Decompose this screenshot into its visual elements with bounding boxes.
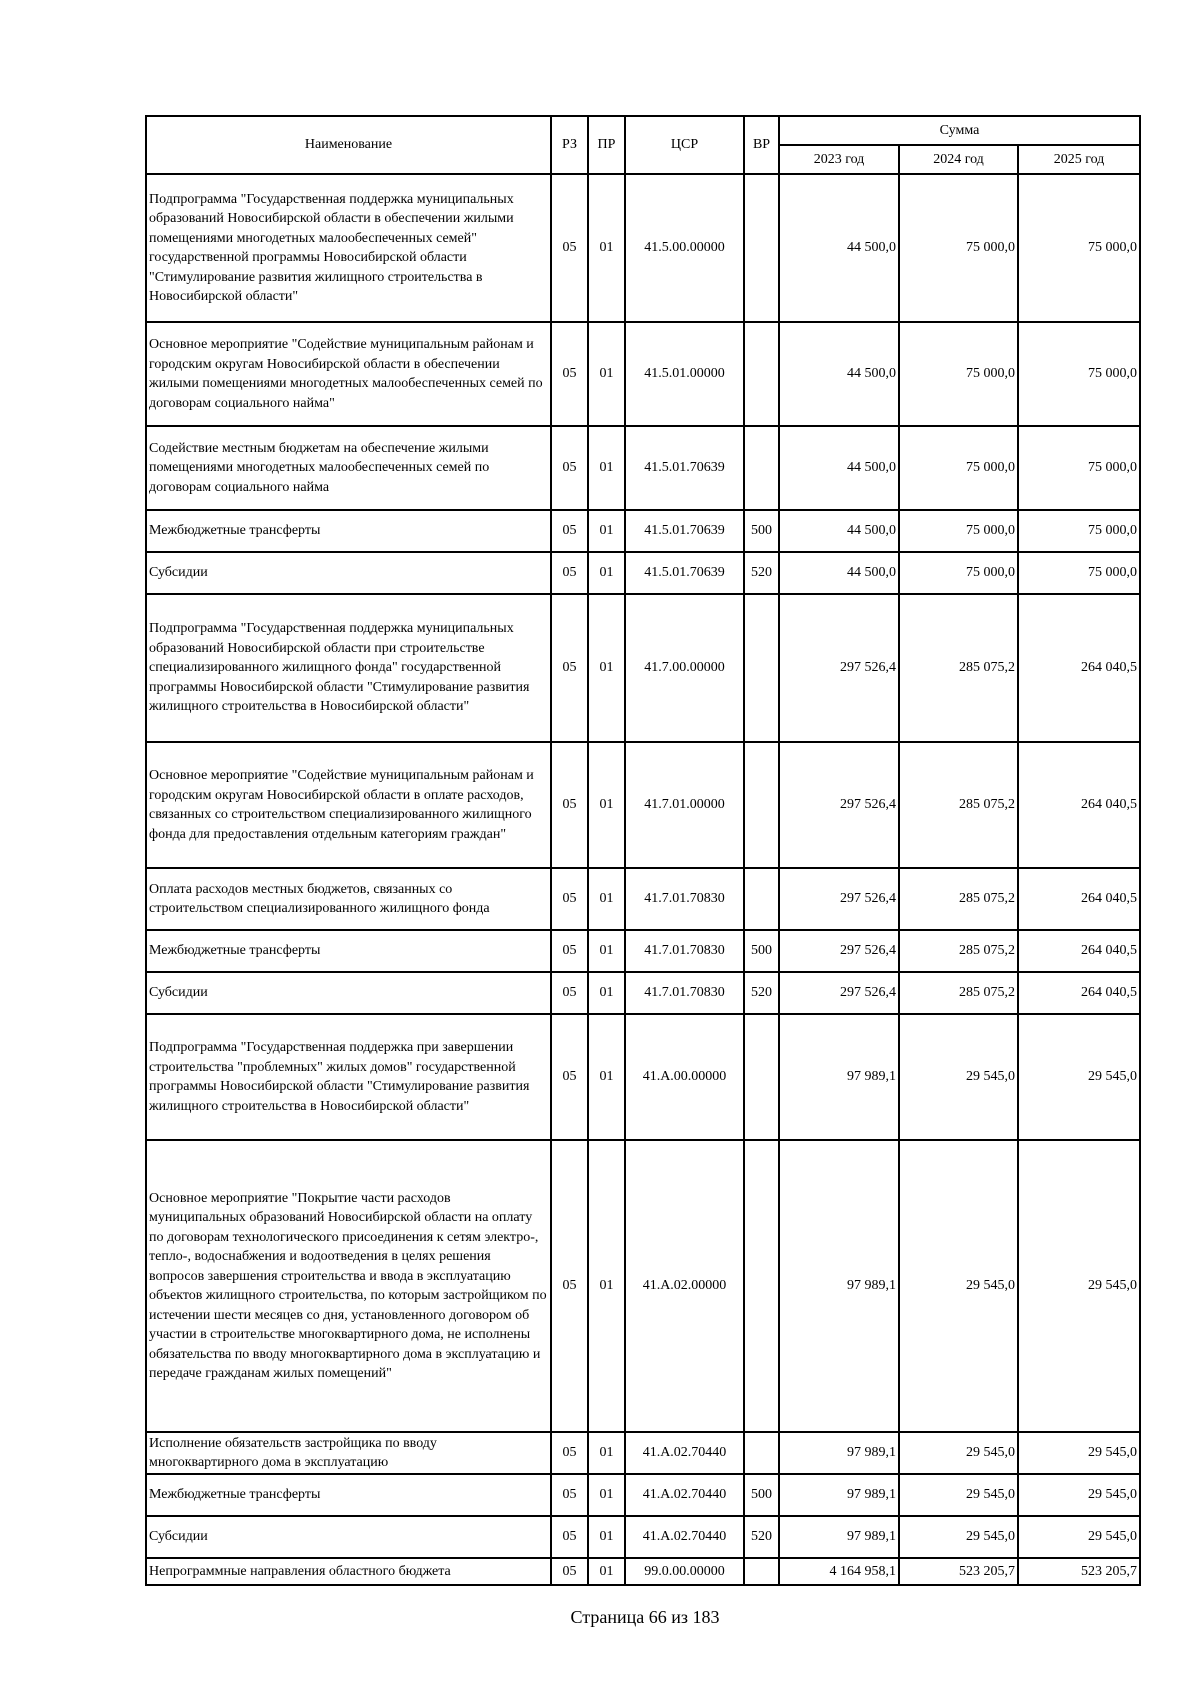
row-vr-cell: 500 bbox=[744, 510, 779, 552]
row-csr-cell: 41.7.01.70830 bbox=[625, 868, 744, 930]
header-name: Наименование bbox=[146, 116, 551, 174]
row-csr-cell: 41.А.02.00000 bbox=[625, 1140, 744, 1432]
row-pr-cell: 01 bbox=[588, 1516, 625, 1558]
row-amount-2024: 75 000,0 bbox=[899, 174, 1018, 322]
row-csr-cell: 41.7.01.00000 bbox=[625, 742, 744, 868]
row-amount-2025: 29 545,0 bbox=[1018, 1014, 1140, 1140]
row-vr-cell bbox=[744, 426, 779, 510]
row-rz-cell: 05 bbox=[551, 174, 588, 322]
row-name-cell: Подпрограмма "Государственная поддержка муниципальных образований Новосибирской области при строительстве специализированного жилищного фонда" государственной программы Новосибирской области "Стимулирование развития жилищного строительства в Новосибирской области" bbox=[146, 594, 551, 742]
row-amount-2023: 44 500,0 bbox=[779, 552, 899, 594]
row-vr-cell: 520 bbox=[744, 972, 779, 1014]
row-pr-cell: 01 bbox=[588, 322, 625, 426]
row-pr-cell: 01 bbox=[588, 426, 625, 510]
row-csr-cell: 41.А.02.70440 bbox=[625, 1516, 744, 1558]
row-rz-cell: 05 bbox=[551, 1516, 588, 1558]
table-row bbox=[146, 1014, 1140, 1140]
row-vr-cell bbox=[744, 1140, 779, 1432]
row-amount-2024: 29 545,0 bbox=[899, 1516, 1018, 1558]
row-name-cell: Межбюджетные трансферты bbox=[146, 930, 551, 972]
row-pr-cell: 01 bbox=[588, 742, 625, 868]
row-pr-cell: 01 bbox=[588, 510, 625, 552]
row-csr-cell: 41.7.00.00000 bbox=[625, 594, 744, 742]
row-amount-2023: 4 164 958,1 bbox=[779, 1558, 899, 1585]
row-vr-cell bbox=[744, 1014, 779, 1140]
row-amount-2023: 297 526,4 bbox=[779, 930, 899, 972]
row-pr-cell: 01 bbox=[588, 1014, 625, 1140]
row-vr-cell bbox=[744, 174, 779, 322]
row-name-cell: Подпрограмма "Государственная поддержка муниципальных образований Новосибирской области в обеспечении жилыми помещениями многодетных малообеспеченных семей" государственной программы Новосибирской области "Стимулирование развития жилищного строительства в Новосибирской области" bbox=[146, 174, 551, 322]
table-row bbox=[146, 1516, 1140, 1558]
table-row bbox=[146, 868, 1140, 930]
row-amount-2023: 97 989,1 bbox=[779, 1014, 899, 1140]
table-row bbox=[146, 322, 1140, 426]
header-sum: Сумма bbox=[779, 116, 1140, 145]
row-rz-cell: 05 bbox=[551, 594, 588, 742]
row-amount-2023: 97 989,1 bbox=[779, 1474, 899, 1516]
row-pr-cell: 01 bbox=[588, 868, 625, 930]
row-name-cell: Основное мероприятие "Содействие муниципальным районам и городским округам Новосибирской области в оплате расходов, связанных со строительством специализированного жилищного фонда для предоставления отдельным категориям граждан" bbox=[146, 742, 551, 868]
row-rz-cell: 05 bbox=[551, 1014, 588, 1140]
row-amount-2023: 44 500,0 bbox=[779, 426, 899, 510]
row-vr-cell bbox=[744, 1558, 779, 1585]
table-header bbox=[146, 116, 1140, 174]
table-row bbox=[146, 1474, 1140, 1516]
row-pr-cell: 01 bbox=[588, 1140, 625, 1432]
row-rz-cell: 05 bbox=[551, 930, 588, 972]
row-pr-cell: 01 bbox=[588, 1558, 625, 1585]
row-amount-2025: 29 545,0 bbox=[1018, 1474, 1140, 1516]
row-amount-2025: 75 000,0 bbox=[1018, 510, 1140, 552]
row-name-cell: Межбюджетные трансферты bbox=[146, 1474, 551, 1516]
row-amount-2024: 285 075,2 bbox=[899, 972, 1018, 1014]
table-row bbox=[146, 510, 1140, 552]
row-rz-cell: 05 bbox=[551, 510, 588, 552]
row-amount-2024: 285 075,2 bbox=[899, 868, 1018, 930]
row-amount-2025: 29 545,0 bbox=[1018, 1140, 1140, 1432]
row-rz-cell: 05 bbox=[551, 868, 588, 930]
row-pr-cell: 01 bbox=[588, 1432, 625, 1474]
row-rz-cell: 05 bbox=[551, 552, 588, 594]
row-amount-2025: 264 040,5 bbox=[1018, 868, 1140, 930]
row-csr-cell: 41.А.02.70440 bbox=[625, 1432, 744, 1474]
row-csr-cell: 41.А.02.70440 bbox=[625, 1474, 744, 1516]
row-vr-cell bbox=[744, 594, 779, 742]
row-name-cell: Основное мероприятие "Покрытие части расходов муниципальных образований Новосибирской области на оплату по договорам технологического присоединения к сетям электро-, тепло-, водоснабжения и водоотведения в целях решения вопросов завершения строительства и ввода в эксплуатацию объектов жилищного строительства, по которым застройщиком по истечении шести месяцев со дня, установленного договором об участии в строительстве многоквартирного дома, не исполнены обязательства по вводу многоквартирного дома в эксплуатацию и передаче гражданам жилых помещений" bbox=[146, 1140, 551, 1432]
table-row bbox=[146, 1432, 1140, 1474]
row-rz-cell: 05 bbox=[551, 426, 588, 510]
row-pr-cell: 01 bbox=[588, 174, 625, 322]
row-csr-cell: 41.А.00.00000 bbox=[625, 1014, 744, 1140]
row-csr-cell: 41.5.01.70639 bbox=[625, 510, 744, 552]
row-csr-cell: 41.5.01.70639 bbox=[625, 426, 744, 510]
table-row bbox=[146, 426, 1140, 510]
header-year-2024: 2024 год bbox=[899, 145, 1018, 174]
header-pr: ПР bbox=[588, 116, 625, 174]
row-amount-2024: 29 545,0 bbox=[899, 1432, 1018, 1474]
row-amount-2024: 285 075,2 bbox=[899, 930, 1018, 972]
row-rz-cell: 05 bbox=[551, 1432, 588, 1474]
row-amount-2023: 44 500,0 bbox=[779, 510, 899, 552]
header-year-2025: 2025 год bbox=[1018, 145, 1140, 174]
row-rz-cell: 05 bbox=[551, 1558, 588, 1585]
row-name-cell: Основное мероприятие "Содействие муниципальным районам и городским округам Новосибирской области в обеспечении жилыми помещениями многодетных малообеспеченных семей по договорам социального найма" bbox=[146, 322, 551, 426]
table-row bbox=[146, 930, 1140, 972]
table-row bbox=[146, 1558, 1140, 1585]
row-amount-2025: 29 545,0 bbox=[1018, 1516, 1140, 1558]
row-rz-cell: 05 bbox=[551, 322, 588, 426]
row-amount-2024: 75 000,0 bbox=[899, 322, 1018, 426]
row-name-cell: Субсидии bbox=[146, 972, 551, 1014]
row-csr-cell: 99.0.00.00000 bbox=[625, 1558, 744, 1585]
row-vr-cell bbox=[744, 742, 779, 868]
row-csr-cell: 41.5.01.00000 bbox=[625, 322, 744, 426]
row-csr-cell: 41.7.01.70830 bbox=[625, 930, 744, 972]
row-amount-2025: 264 040,5 bbox=[1018, 930, 1140, 972]
row-csr-cell: 41.7.01.70830 bbox=[625, 972, 744, 1014]
row-amount-2023: 44 500,0 bbox=[779, 322, 899, 426]
table-row bbox=[146, 742, 1140, 868]
row-rz-cell: 05 bbox=[551, 1140, 588, 1432]
row-name-cell: Субсидии bbox=[146, 1516, 551, 1558]
row-rz-cell: 05 bbox=[551, 972, 588, 1014]
row-amount-2023: 297 526,4 bbox=[779, 868, 899, 930]
row-vr-cell bbox=[744, 322, 779, 426]
row-pr-cell: 01 bbox=[588, 594, 625, 742]
row-vr-cell bbox=[744, 868, 779, 930]
row-amount-2023: 97 989,1 bbox=[779, 1516, 899, 1558]
row-pr-cell: 01 bbox=[588, 930, 625, 972]
row-amount-2024: 29 545,0 bbox=[899, 1140, 1018, 1432]
row-amount-2024: 75 000,0 bbox=[899, 552, 1018, 594]
row-name-cell: Содействие местным бюджетам на обеспечение жилыми помещениями многодетных малообеспеченных семей по договорам социального найма bbox=[146, 426, 551, 510]
page-number: Страница 66 из 183 bbox=[570, 1607, 720, 1627]
row-amount-2025: 75 000,0 bbox=[1018, 322, 1140, 426]
row-amount-2025: 75 000,0 bbox=[1018, 552, 1140, 594]
table-row bbox=[146, 1140, 1140, 1432]
row-amount-2023: 297 526,4 bbox=[779, 742, 899, 868]
row-name-cell: Подпрограмма "Государственная поддержка при завершении строительства "проблемных" жилых домов" государственной программы Новосибирской области "Стимулирование развития жилищного строительства в Новосибирской области" bbox=[146, 1014, 551, 1140]
table-row bbox=[146, 972, 1140, 1014]
table-row bbox=[146, 594, 1140, 742]
table-body bbox=[146, 174, 1140, 1585]
row-vr-cell: 500 bbox=[744, 930, 779, 972]
row-amount-2025: 264 040,5 bbox=[1018, 972, 1140, 1014]
row-pr-cell: 01 bbox=[588, 1474, 625, 1516]
row-amount-2025: 29 545,0 bbox=[1018, 1432, 1140, 1474]
row-amount-2025: 75 000,0 bbox=[1018, 174, 1140, 322]
row-vr-cell: 520 bbox=[744, 1516, 779, 1558]
row-rz-cell: 05 bbox=[551, 1474, 588, 1516]
row-name-cell: Субсидии bbox=[146, 552, 551, 594]
row-amount-2025: 264 040,5 bbox=[1018, 742, 1140, 868]
row-vr-cell: 500 bbox=[744, 1474, 779, 1516]
row-amount-2024: 75 000,0 bbox=[899, 510, 1018, 552]
row-name-cell: Исполнение обязательств застройщика по вводу многоквартирного дома в эксплуатацию bbox=[146, 1432, 551, 1474]
row-vr-cell bbox=[744, 1432, 779, 1474]
row-name-cell: Непрограммные направления областного бюджета bbox=[146, 1558, 551, 1585]
row-pr-cell: 01 bbox=[588, 972, 625, 1014]
header-year-2023: 2023 год bbox=[779, 145, 899, 174]
row-amount-2025: 75 000,0 bbox=[1018, 426, 1140, 510]
row-rz-cell: 05 bbox=[551, 742, 588, 868]
row-amount-2024: 75 000,0 bbox=[899, 426, 1018, 510]
budget-table bbox=[145, 115, 1141, 1586]
row-amount-2025: 523 205,7 bbox=[1018, 1558, 1140, 1585]
row-amount-2025: 264 040,5 bbox=[1018, 594, 1140, 742]
row-amount-2023: 297 526,4 bbox=[779, 594, 899, 742]
table-row bbox=[146, 552, 1140, 594]
row-amount-2023: 97 989,1 bbox=[779, 1140, 899, 1432]
header-rz: РЗ bbox=[551, 116, 588, 174]
row-amount-2023: 44 500,0 bbox=[779, 174, 899, 322]
row-amount-2024: 285 075,2 bbox=[899, 594, 1018, 742]
header-vr: ВР bbox=[744, 116, 779, 174]
table-row bbox=[146, 174, 1140, 322]
row-amount-2023: 297 526,4 bbox=[779, 972, 899, 1014]
row-amount-2024: 523 205,7 bbox=[899, 1558, 1018, 1585]
row-amount-2024: 29 545,0 bbox=[899, 1474, 1018, 1516]
row-csr-cell: 41.5.01.70639 bbox=[625, 552, 744, 594]
row-vr-cell: 520 bbox=[744, 552, 779, 594]
row-name-cell: Межбюджетные трансферты bbox=[146, 510, 551, 552]
row-amount-2023: 97 989,1 bbox=[779, 1432, 899, 1474]
row-amount-2024: 285 075,2 bbox=[899, 742, 1018, 868]
row-pr-cell: 01 bbox=[588, 552, 625, 594]
row-csr-cell: 41.5.00.00000 bbox=[625, 174, 744, 322]
row-name-cell: Оплата расходов местных бюджетов, связанных со строительством специализированного жилищного фонда bbox=[146, 868, 551, 930]
header-csr: ЦСР bbox=[625, 116, 744, 174]
row-amount-2024: 29 545,0 bbox=[899, 1014, 1018, 1140]
